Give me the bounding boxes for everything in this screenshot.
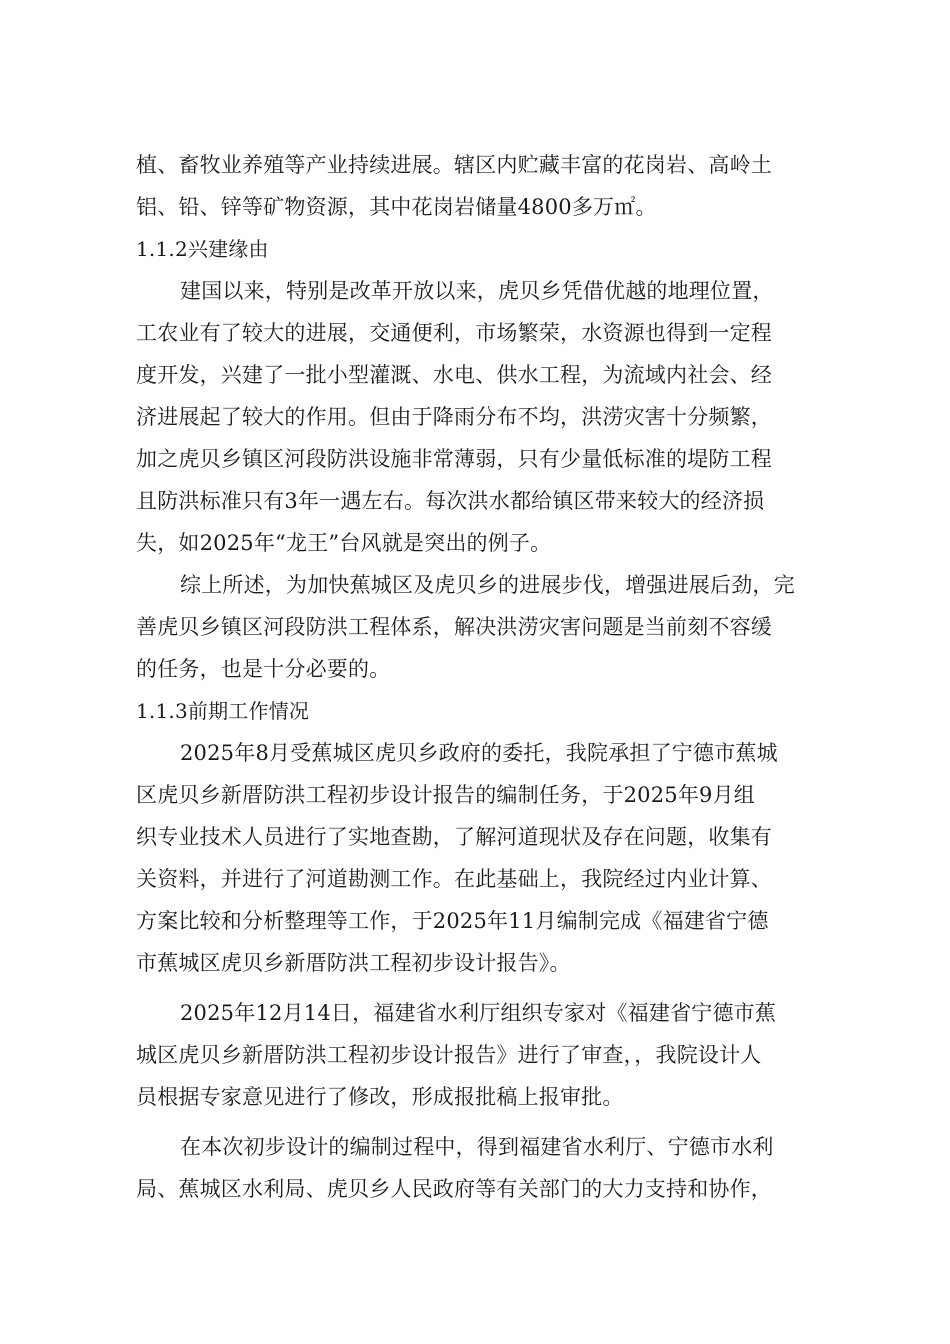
text-line: 城区虎贝乡新厝防洪工程初步设计报告》进行了审查，，我院设计人 bbox=[136, 1043, 762, 1067]
text-line: 度开发，兴建了一批小型灌溉、水电、供水工程，为流域内社会、经 bbox=[136, 363, 772, 387]
text-line: 植、畜牧业养殖等产业持续进展。辖区内贮藏丰富的花岗岩、高岭土 bbox=[136, 153, 772, 177]
document-body bbox=[136, 144, 816, 1210]
paragraph-preliminary-work bbox=[136, 732, 816, 984]
text-line: 织专业技术人员进行了实地查勘，了解河道现状及存在问题，收集有 bbox=[136, 825, 772, 849]
text-line: 在本次初步设计的编制过程中，得到福建省水利厅、宁德市水利 bbox=[180, 1135, 774, 1159]
paragraph-acknowledgement bbox=[136, 1126, 816, 1210]
text-line: 的任务，也是十分必要的。 bbox=[136, 657, 391, 681]
paragraph-summary bbox=[136, 564, 816, 690]
section-heading-1-1-3 bbox=[136, 690, 816, 732]
text-line: 局、蕉城区水利局、虎贝乡人民政府等有关部门的大力支持和协作， bbox=[136, 1177, 772, 1201]
section-heading-text: 1.1.3前期工作情况 bbox=[136, 699, 310, 723]
text-line: 且防洪标准只有3年一遇左右。每次洪水都给镇区带来较大的经济损 bbox=[136, 489, 765, 513]
text-line: 2025年12月14日，福建省水利厅组织专家对《福建省宁德市蕉 bbox=[180, 1001, 777, 1025]
text-line: 失，如2025年“龙王”台风就是突出的例子。 bbox=[136, 531, 552, 555]
paragraph-review bbox=[136, 992, 816, 1118]
text-line: 关资料，并进行了河道勘测工作。在此基础上，我院经过内业计算、 bbox=[136, 867, 772, 891]
section-heading-1-1-2 bbox=[136, 228, 816, 270]
text-line: 济进展起了较大的作用。但由于降雨分布不均，洪涝灾害十分频繁， bbox=[136, 405, 772, 429]
text-line: 市蕉城区虎贝乡新厝防洪工程初步设计报告》。 bbox=[136, 951, 571, 975]
text-line: 善虎贝乡镇区河段防洪工程体系，解决洪涝灾害问题是当前刻不容缓 bbox=[136, 615, 772, 639]
text-line: 建国以来，特别是改革开放以来，虎贝乡凭借优越的地理位置， bbox=[180, 279, 774, 303]
text-line: 区虎贝乡新厝防洪工程初步设计报告的编制任务，于2025年9月组 bbox=[136, 783, 756, 807]
text-line: 工农业有了较大的进展，交通便利，市场繁荣，水资源也得到一定程 bbox=[136, 321, 772, 345]
text-line: 铝、铅、锌等矿物资源，其中花岗岩储量4800多万㎡。 bbox=[136, 195, 657, 219]
text-line: 加之虎贝乡镇区河段防洪设施非常薄弱，只有少量低标准的堤防工程 bbox=[136, 447, 772, 471]
text-line: 方案比较和分析整理等工作，于2025年11月编制完成《福建省宁德 bbox=[136, 909, 769, 933]
text-line: 综上所述，为加快蕉城区及虎贝乡的进展步伐，增强进展后劲，完 bbox=[180, 573, 795, 597]
paragraph-resources bbox=[136, 144, 816, 228]
text-line: 2025年8月受蕉城区虎贝乡政府的委托，我院承担了宁德市蕉城 bbox=[180, 741, 778, 765]
section-heading-text: 1.1.2兴建缘由 bbox=[136, 237, 269, 261]
text-line: 员根据专家意见进行了修改，形成报批稿上报审批。 bbox=[136, 1085, 624, 1109]
paragraph-construction-reason bbox=[136, 270, 816, 564]
